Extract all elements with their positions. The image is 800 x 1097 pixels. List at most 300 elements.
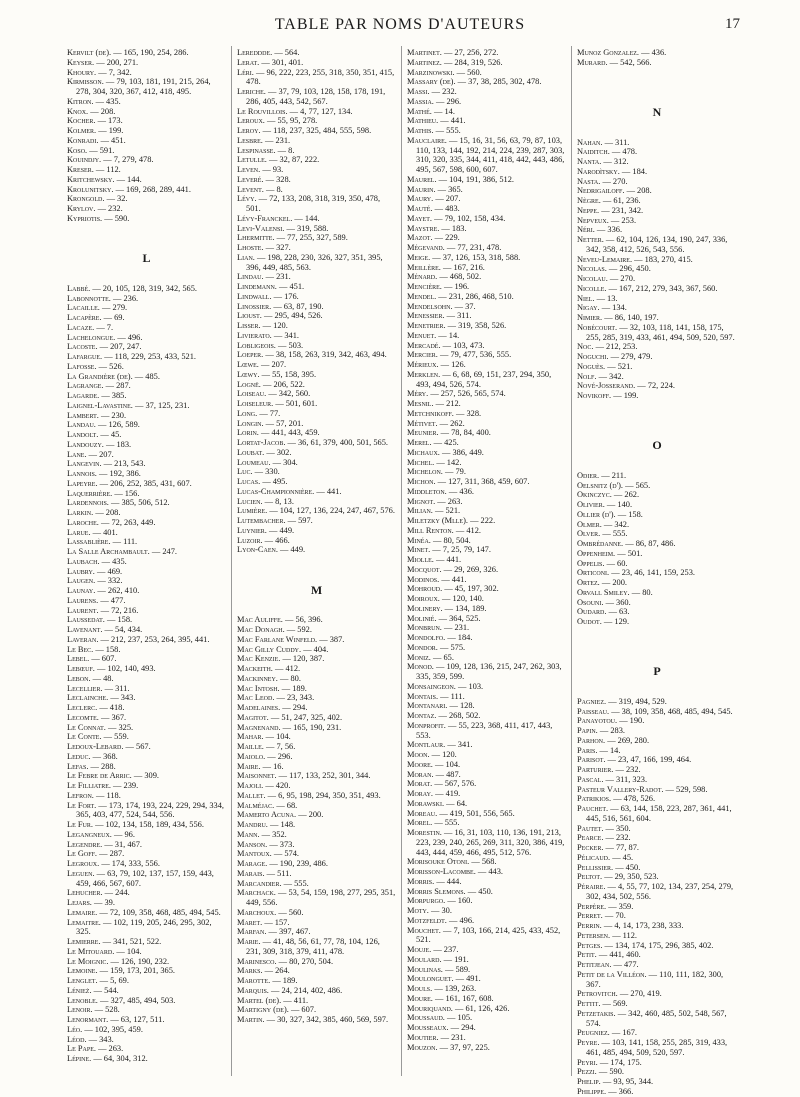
page-refs: — 72, 133, 208, 318, 319, 350, 478, 501. [246,194,381,213]
index-entry [237,771,396,781]
page-refs: — 173, 174, 193, 224, 229, 294, 334, 365, 403, 477, 524, 544, 556. [76,800,224,820]
index-entry [67,459,226,469]
author-name: Mencière. [407,282,442,291]
index-entry [407,341,566,351]
index-entry [407,516,566,526]
page-refs: — 213, 543. [101,459,146,469]
index-entry [237,175,396,185]
author-name: Marcandier. [237,878,282,888]
page-refs: — 77, 231, 478. [444,243,502,252]
author-name: Lisser. [237,321,261,330]
page-refs: — 104. [432,759,461,769]
page-refs: — 56, 396. [282,615,323,625]
index-entry [407,906,566,916]
author-name: Menessier. [407,311,445,321]
page-refs: — 559. [101,732,129,742]
page-refs: — 279, 479. [608,352,653,361]
index-entry [67,888,226,898]
author-name: Modinos. [407,574,440,584]
author-name: Morestin. [407,828,442,837]
page-refs: — 144. [114,174,142,184]
author-name: Lioust. [237,311,262,321]
page-refs: — 477. [611,960,639,969]
author-name: Martigny (de). [237,1005,289,1015]
index-entry [407,536,566,546]
index-entry [237,966,396,976]
index-entry [577,481,737,491]
author-name: Laignel-Lavastine. [67,400,133,410]
author-name: Lucas. [237,477,261,486]
author-name: Monprofit. [407,720,446,730]
author-name: Leven. [237,165,261,174]
page-refs: — 283. [597,726,625,735]
index-entry [67,557,226,567]
author-name: Martin. [237,1015,265,1024]
index-entry [237,399,396,409]
section-letter: L [142,251,151,265]
author-name: Oudot. [577,617,602,626]
author-name: Lemaitre. [67,917,101,927]
page-refs: — 590. [102,213,130,223]
index-entry [577,167,737,177]
page-refs: — 158. [104,615,133,625]
index-entry [67,752,226,762]
index-entry [237,155,396,165]
index-entry [67,77,226,97]
page-refs: — 229. [432,233,460,243]
author-name: Nicolas. [577,264,607,274]
author-name: Langevin. [67,459,102,469]
author-name: Longin. [237,418,264,428]
page-refs: — 294. [448,1023,476,1032]
page-refs: — 78, 84, 400. [438,428,491,438]
author-name: Mignot. [407,496,436,506]
page-refs: — 190. [617,716,645,726]
author-name: Lenglet. [67,976,98,985]
page-refs: — 268, 502. [436,711,481,720]
page-refs: — 32, 103, 118, 141, 158, 175, 255, 285, 319, 433, 461, 494, 509, 520, 597. [586,322,735,342]
author-name: Mendelsohn. [407,301,453,311]
author-name: Knox. [67,106,89,116]
page-refs: — 51, 247, 325, 402. [268,712,343,722]
index-entry [237,409,396,419]
page-refs: — 134, 174, 175, 296, 385, 402. [602,940,714,950]
page-refs: — 319, 494, 529. [606,696,667,706]
author-name: Peyre. [577,1038,600,1047]
page-refs: — 60. [604,558,628,568]
author-name: Le Rouvillois. [237,106,288,116]
page-refs: — 412. [453,525,481,535]
index-entry [407,828,566,857]
author-name: La Salle Archambault. [67,547,150,556]
page-refs: — 555. [600,529,628,539]
page-refs: — 55, 158, 395. [259,369,317,379]
index-entry [237,136,396,146]
page-refs: — 139, 263. [432,984,477,993]
author-name: Mérieux. [407,360,439,369]
index-entry [407,253,566,263]
author-name: Krylov. [67,204,96,213]
page-refs: — 4, 14, 173, 238, 333. [601,921,684,930]
author-name: Laroche. [67,517,99,527]
index-entry [577,1077,737,1087]
page-refs: — 373. [267,839,295,849]
author-name: Pettit. [577,999,601,1008]
index-entry [67,401,226,411]
index-entry [407,233,566,243]
page-refs: — 441. [439,574,467,584]
index-entry [577,323,737,343]
index-entry [237,214,396,224]
author-name: Loiseleur. [237,399,274,408]
index-entry [237,801,396,811]
page-refs: — 200. [599,578,627,587]
author-name: Menetrier. [407,321,446,330]
author-name: Kitron. [67,96,94,106]
author-name: Netter. [577,235,604,244]
author-name: Mouzon. [407,1042,438,1052]
index-entry [237,752,396,762]
index-entry [237,996,396,1006]
author-name: Moty. [407,906,429,915]
index-entry [237,380,396,390]
page-refs: — 38, 158, 263, 319, 342, 463, 494. [263,350,387,360]
author-name: Lafargue. [67,352,103,361]
index-entry [237,869,396,879]
index-entry [577,520,737,530]
author-name: Monsaingeon. [407,681,456,691]
index-entry [237,389,396,399]
author-name: Miletzky (Mlle). [407,516,468,525]
index-entry [67,116,226,126]
index-entry [67,1035,226,1045]
index-entry [237,654,396,664]
page-refs: — 27, 256, 272. [441,48,499,57]
spacer [577,627,737,637]
page-refs: — 86, 140, 197. [602,313,659,322]
author-name: Monbrun. [407,623,442,633]
author-name: Moniz. [407,652,431,662]
author-name: Lenoble. [67,995,98,1005]
page-refs: — 104, 127, 136, 224, 247, 467, 576. [267,506,395,516]
author-name: Pélicaud. [577,852,611,862]
author-name: Mackeith. [237,664,273,673]
author-name: Maiolo. [237,751,266,761]
index-entry [577,882,737,902]
page-refs: — 451. [276,282,305,291]
page-refs: — 45. [98,430,122,439]
index-entry [237,888,396,908]
index-entry [237,732,396,742]
index-entry [237,477,396,487]
index-entry [407,604,566,614]
author-name: Manson. [237,839,268,849]
index-entry [407,438,566,448]
page-refs: — 560. [276,907,304,917]
author-name: Marquis. [237,985,269,995]
index-entry [67,107,226,117]
author-name: Middleton. [407,486,447,496]
index-entry [407,770,566,780]
page-refs: — 304. [270,457,298,467]
page-refs: — 441, 460. [596,950,641,960]
author-name: Launay. [67,586,96,595]
author-name: Pauchet. [577,804,609,813]
author-name: Lacaze. [67,322,95,332]
index-entry [67,771,226,781]
page-refs: — 32, 87, 222. [266,155,320,165]
page-refs: — 160. [445,896,473,906]
section-letter: N [652,104,662,119]
page-refs: — 96. [111,829,135,839]
index-entry [407,857,566,867]
page-refs: — 199. [611,391,639,400]
page-refs: — 302. [264,447,292,457]
page-refs: — 564. [272,48,300,57]
author-name: Madelaines. [237,703,281,712]
index-entry [577,960,737,970]
page-refs: — 294. [280,703,308,712]
page-refs: — 231, 286, 468, 510. [436,291,514,301]
index-entry [237,781,396,791]
author-name: Lyon-Caen. [237,545,278,555]
spacer [67,233,226,243]
page-refs: — 296. [265,751,293,761]
page-refs: — 230. [98,410,127,420]
page-refs: — 120. [429,750,457,759]
page-refs: — 237. [431,945,459,954]
author-name: Lebel. [67,654,90,664]
index-entry [67,284,226,294]
author-name: Meige. [407,252,431,262]
author-name: Michon. [407,477,436,486]
author-name: Okinczyc. [577,490,612,500]
author-name: Noguès. [577,361,606,371]
spacer [67,274,226,284]
author-name: Mondolfo. [407,633,446,642]
index-entry [237,282,396,292]
author-name: Le Goff. [67,849,98,859]
page-refs: — 397, 467. [266,927,311,937]
page-refs: — 127, 311, 368, 459, 607. [435,477,530,486]
index-entry [577,177,737,187]
index-entry [237,927,396,937]
page-refs: — 341, 521, 522. [100,937,162,946]
index-entry [407,867,566,877]
page-refs: — 575. [437,642,466,652]
page-refs: — 262. [611,490,640,500]
index-entry [67,175,226,185]
author-name: Mouls. [407,984,433,993]
index-entry [67,830,226,840]
author-name: Ortez. [577,578,600,587]
index-columns [62,46,742,1096]
author-name: Niel. [577,293,595,303]
page-refs: — 450. [613,862,641,872]
page-refs: — 436. [446,486,474,496]
author-name: Lœwy. [237,369,260,379]
author-name: Meunier. [407,428,439,438]
author-name: Menuet. [407,330,437,340]
index-entry [237,674,396,684]
index-entry [237,233,396,243]
index-entry [237,859,396,869]
author-name: Lereddde. [237,48,273,57]
author-name: Motzfeldt. [407,915,447,925]
page-refs: — 589. [442,964,471,974]
index-entry [67,732,226,742]
index-entry [577,707,737,717]
author-name: Leduc. [67,751,91,761]
author-name: Nanta. [577,157,602,166]
page-refs: — 110, 111, 182, 300, 367. [586,969,724,989]
page-refs: — 565. [622,480,651,490]
index-entry [577,617,737,627]
index-entry [67,625,226,635]
index-entry [577,607,737,617]
page-refs: — 296, 450. [606,264,651,274]
author-name: Petrovitch. [577,989,618,999]
author-name: Méry. [407,389,429,399]
page-refs: — 239. [110,781,139,790]
page-refs: — 7, 342. [96,67,132,77]
page-refs: — 103, 473. [440,340,485,350]
index-entry [407,506,566,516]
author-name: Laubach. [67,556,100,566]
author-name: Luc. [237,467,253,477]
index-column-3 [402,46,572,1076]
spacer [577,646,737,656]
index-entry [67,450,226,460]
page-refs: — 70. [602,911,626,921]
page-refs: — 7, 56. [263,742,296,751]
index-entry [407,974,566,984]
author-name: Martel (de). [237,995,282,1005]
author-name: Parisot. [577,755,606,765]
index-entry [237,830,396,840]
author-name: Peltot. [577,872,603,882]
index-entry [407,740,566,750]
page-refs: — 207. [86,449,114,459]
page-refs: — 342. [596,371,624,381]
page-refs: — 7, 25, 79, 147. [430,545,491,555]
page-refs: — 449. [277,545,306,555]
author-name: Maille. [237,742,264,751]
author-name: Lavenant. [67,625,103,634]
page-refs: — 319, 588. [284,223,329,233]
index-entry [67,996,226,1006]
page-refs: — 183. [103,439,132,449]
index-entry [407,68,566,78]
page-refs: — 607. [288,1005,317,1015]
index-entry [577,736,737,746]
index-entry [67,898,226,908]
spacer [577,77,737,87]
page-refs: — 574. [271,849,299,859]
index-entry [577,794,737,804]
page-refs: — 560. [454,67,482,77]
author-name: Magitot. [237,712,269,722]
author-name: Lhermitte. [237,233,275,243]
page-refs: — 232. [95,204,123,213]
page-refs: — 418. [97,703,125,712]
author-name: Kolmer. [67,126,97,135]
author-name: Noguchi. [577,352,609,361]
author-name: Metchnikoff. [407,408,454,418]
index-entry [237,545,396,555]
page-refs: — 80, 270, 504. [276,956,334,966]
page-refs: — 342. [601,519,630,529]
author-name: Landau. [67,420,96,430]
author-name: Minéa. [407,535,431,545]
author-name: Petit de la Villéon. [577,969,647,979]
page-refs: — 208. [88,106,116,116]
index-entry [237,918,396,928]
index-entry [237,615,396,625]
author-name: Pautet. [577,823,604,833]
index-entry [67,840,226,850]
author-name: Leclerc. [67,703,98,712]
index-entry [407,809,566,819]
index-entry [407,311,566,321]
author-name: Minet. [407,545,431,555]
index-entry [407,126,566,136]
author-name: Pellissier. [577,862,614,872]
page-refs: — 521. [605,361,633,371]
page-refs: — 420. [263,781,291,790]
author-name: Koso. [67,145,88,155]
author-name: Ledoux-Lebard. [67,742,124,751]
author-name: Pezzi. [577,1067,597,1077]
author-name: Lévy-Franckel. [237,213,293,223]
author-name: Mercadé. [407,340,441,350]
index-entry [577,824,737,834]
page-refs: — 342, 460, 485, 502, 548, 567, 574. [586,1008,727,1028]
page-refs: — 597. [285,516,313,525]
author-name: Lapeyre. [67,478,98,488]
author-name: Peugniez. [577,1028,610,1038]
index-entry [407,633,566,643]
page-refs: — 591. [87,145,115,155]
author-name: Leriche. [237,87,266,96]
author-name: Maury. [407,194,434,204]
author-name: Marage. [237,859,268,868]
page-refs: — 555. [432,818,460,828]
index-entry [577,529,737,539]
index-entry [67,48,226,58]
author-name: Oudard. [577,607,607,617]
index-entry [237,820,396,830]
index-entry [237,116,396,126]
page-refs: — 37, 125, 231. [132,400,190,410]
page-refs: — 483. [432,204,460,213]
page-refs: — 387. [317,634,345,644]
spacer [67,224,226,234]
page-refs: — 29, 269, 326. [441,564,499,574]
author-name: Lindwall. [237,291,272,301]
index-entry [67,645,226,655]
author-name: Le Conte. [67,732,102,742]
author-name: Le Moignic. [67,956,109,966]
page-refs: — 102, 395, 459. [82,1024,143,1034]
author-name: Moure. [407,993,433,1003]
author-name: Léri. [237,67,254,77]
author-name: Mouriquand. [407,1003,453,1013]
author-name: Lane. [67,449,87,459]
index-entry [237,419,396,429]
index-entry [237,165,396,175]
page-refs: — 327. [263,243,291,252]
